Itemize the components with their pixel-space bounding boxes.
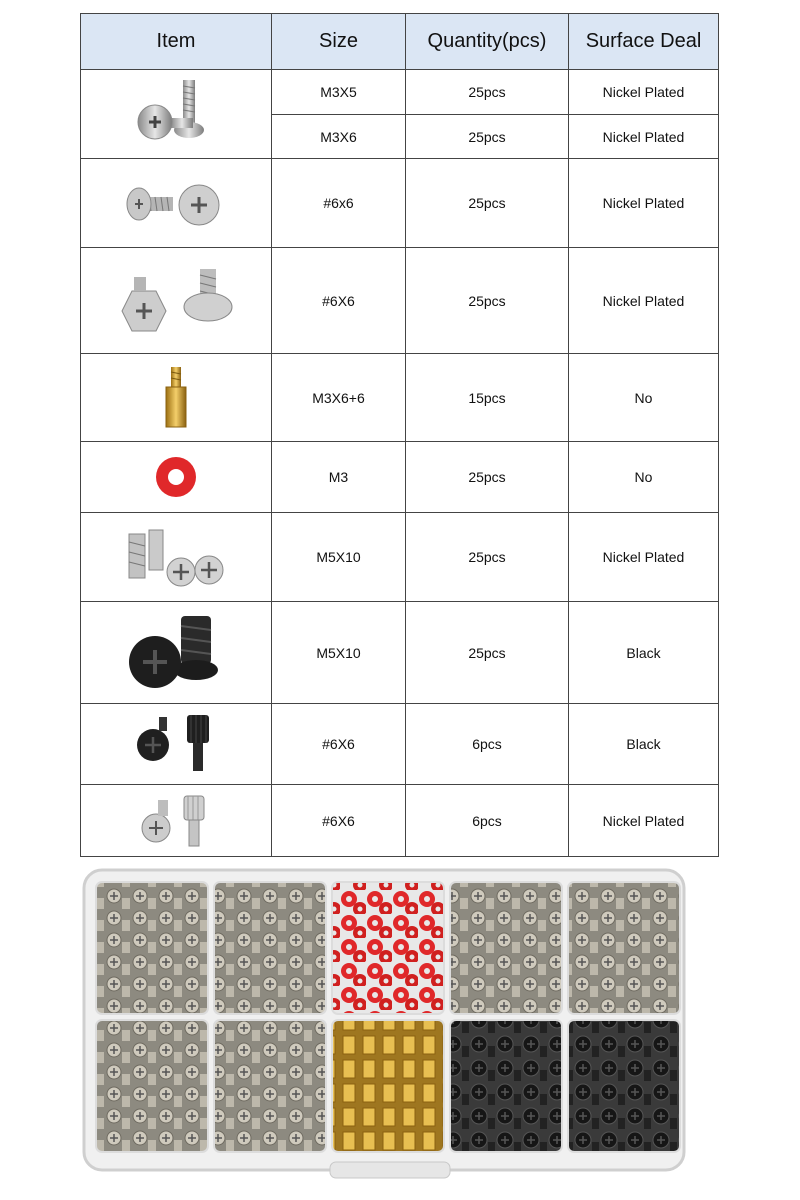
size-cell: #6X6 [272, 704, 406, 785]
surface-cell: No [569, 442, 719, 513]
box-compartment [450, 1020, 562, 1152]
box-compartment [214, 882, 326, 1014]
quantity-cell: 25pcs [406, 513, 569, 602]
header-quantity: Quantity(pcs) [406, 14, 569, 70]
quantity-cell: 25pcs [406, 248, 569, 354]
surface-cell: Nickel Plated [569, 115, 719, 159]
size-cell: M3X5 [272, 70, 406, 115]
surface-cell: Black [569, 704, 719, 785]
surface-cell: Nickel Plated [569, 785, 719, 857]
header-surface: Surface Deal [569, 14, 719, 70]
brass-standoff-icon [156, 363, 196, 433]
surface-cell: Nickel Plated [569, 513, 719, 602]
table-row [81, 704, 719, 785]
header-row [81, 14, 719, 70]
quantity-cell: 25pcs [406, 115, 569, 159]
table-row [81, 159, 719, 248]
surface-cell: No [569, 354, 719, 442]
size-cell: M3X6+6 [272, 354, 406, 442]
table-row [81, 513, 719, 602]
item-image-washer [81, 442, 272, 513]
red-washer-icon [151, 452, 201, 502]
fan-screw-icon [121, 522, 231, 592]
thumb-screw-icon [126, 790, 226, 852]
quantity-cell: 25pcs [406, 602, 569, 704]
box-compartment [568, 1020, 680, 1152]
phillips-screw-icon [121, 173, 231, 233]
size-cell: M3 [272, 442, 406, 513]
item-image-6x6-hex-screw [81, 248, 272, 354]
size-cell: #6X6 [272, 248, 406, 354]
organizer-box-illustration [80, 866, 718, 1186]
table-row [81, 785, 719, 857]
surface-cell: Nickel Plated [569, 70, 719, 115]
item-image-thumb-screw-black [81, 704, 272, 785]
item-image-thumb-screw-nickel [81, 785, 272, 857]
quantity-cell: 25pcs [406, 442, 569, 513]
item-image-fan-screw-nickel [81, 513, 272, 602]
spec-table [80, 13, 719, 857]
box-compartment [332, 882, 444, 1014]
surface-cell: Nickel Plated [569, 159, 719, 248]
item-image-standoff [81, 354, 272, 442]
thumb-screw-icon [121, 709, 231, 779]
quantity-cell: 6pcs [406, 704, 569, 785]
phillips-screw-icon [131, 74, 221, 154]
header-size: Size [272, 14, 406, 70]
size-cell: M5X10 [272, 513, 406, 602]
size-cell: #6x6 [272, 159, 406, 248]
box-compartment [214, 1020, 326, 1152]
box-compartment [450, 882, 562, 1014]
hex-washer-screw-icon [106, 261, 246, 341]
table-row [81, 602, 719, 704]
item-image-fan-screw-black [81, 602, 272, 704]
organizer-box-image [80, 866, 718, 1186]
item-image-m3-screw [81, 70, 272, 159]
quantity-cell: 6pcs [406, 785, 569, 857]
fan-screw-icon [121, 608, 231, 698]
box-compartment [96, 882, 208, 1014]
size-cell: M3X6 [272, 115, 406, 159]
box-compartment [568, 882, 680, 1014]
table-row [81, 70, 719, 115]
table-row [81, 442, 719, 513]
table-row [81, 248, 719, 354]
size-cell: M5X10 [272, 602, 406, 704]
size-cell: #6X6 [272, 785, 406, 857]
box-compartment [96, 1020, 208, 1152]
quantity-cell: 25pcs [406, 159, 569, 248]
item-image-6x6-screw [81, 159, 272, 248]
header-item: Item [81, 14, 272, 70]
table-row [81, 354, 719, 442]
surface-cell: Nickel Plated [569, 248, 719, 354]
box-compartment [332, 1020, 444, 1152]
quantity-cell: 25pcs [406, 70, 569, 115]
quantity-cell: 15pcs [406, 354, 569, 442]
surface-cell: Black [569, 602, 719, 704]
